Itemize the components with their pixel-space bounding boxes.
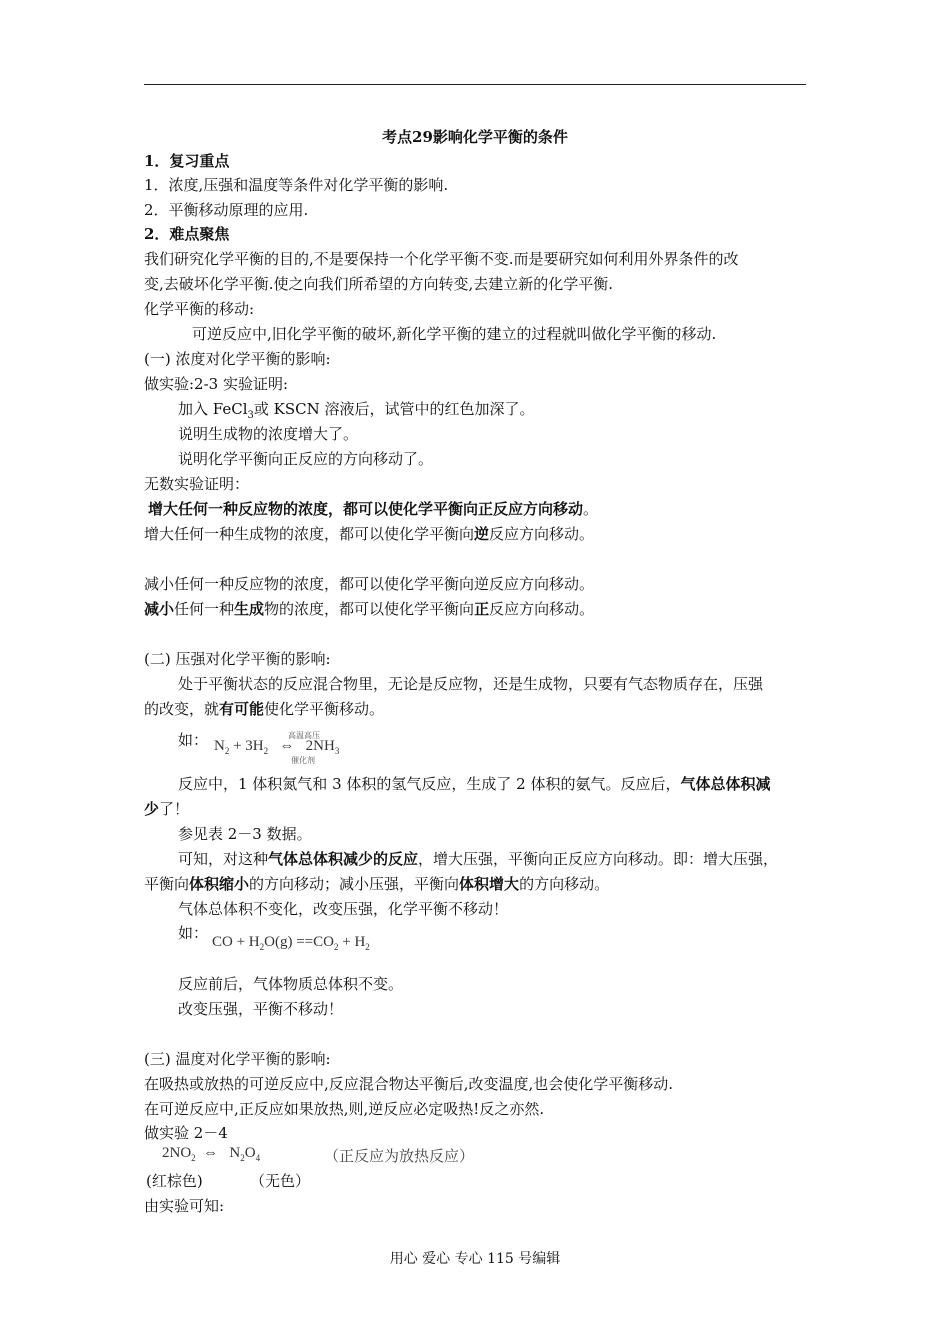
conclusion-line: 增大任何一种反应物的浓度，都可以使化学平衡向正反应方向移动。	[148, 500, 599, 518]
equation-nh3: $N_2 + 3H_2$ ⇔ $2NH_3$	[214, 738, 340, 756]
paragraph-line: 平衡向体积缩小的方向移动；减小压强，平衡向体积增大的方向移动。	[144, 875, 610, 893]
color-label-no2: (红棕色)	[146, 1172, 203, 1190]
paragraph-line: 在吸热或放热的可逆反应中,反应混合物达平衡后,改变温度,也会使化学平衡移动.	[144, 1075, 674, 1093]
paragraph-line: 在可逆反应中,正反应如果放热,则,逆反应必定吸热!反之亦然.	[144, 1100, 545, 1118]
paragraph-line: 可知，对这种气体总体积减少的反应，增大压强，平衡向正反应方向移动。即：增大压强，	[178, 850, 779, 868]
paragraph-line: 变,去破坏化学平衡.使之向我们所希望的方向转变,去建立新的化学平衡.	[144, 275, 614, 293]
subsection-heading-pressure: (二) 压强对化学平衡的影响:	[144, 650, 331, 668]
paragraph-line: 处于平衡状态的反应混合物里，无论是反应物，还是生成物，只要有气态物质存在，压强	[178, 675, 764, 693]
subsection-heading-temperature: (三) 温度对化学平衡的影响:	[144, 1050, 331, 1068]
color-label-n2o4: （无色）	[250, 1172, 311, 1190]
paragraph-line: 可逆反应中,旧化学平衡的破坏,新化学平衡的建立的过程就叫做化学平衡的移动.	[192, 325, 717, 343]
paragraph-line: 的改变，就有可能使化学平衡移动。	[144, 700, 385, 718]
section-heading-difficulty: 2．难点聚焦	[144, 225, 230, 243]
conclusion-line: 减小任何一种反应物的浓度，都可以使化学平衡向逆反应方向移动。	[144, 575, 595, 593]
review-item-2: 2．平衡移动原理的应用.	[144, 201, 309, 219]
reaction-note: （正反应为放热反应）	[324, 1147, 475, 1165]
paragraph-line: 说明化学平衡向正反应的方向移动了。	[178, 450, 434, 468]
paragraph-line: 说明生成物的浓度增大了。	[178, 425, 359, 443]
conclusion-line: 增大任何一种生成物的浓度，都可以使化学平衡向逆反应方向移动。	[144, 525, 595, 543]
paragraph-line: 反应前后，气体物质总体积不变。	[178, 975, 404, 993]
paragraph-line: 化学平衡的移动:	[144, 300, 255, 318]
equation-co: CO + $H_2O(g) ==CO_2 + H_2$	[212, 934, 370, 952]
condition-label: 高温高压	[288, 731, 320, 740]
subsection-heading-concentration: (一) 浓度对化学平衡的影响:	[144, 350, 331, 368]
page-title: 考点29影响化学平衡的条件	[382, 128, 568, 146]
review-item-1: 1．浓度,压强和温度等条件对化学平衡的影响.	[144, 176, 449, 194]
paragraph-line: 我们研究化学平衡的目的,不是要保持一个化学平衡不变.而是要研究如何利用外界条件的改	[144, 250, 739, 268]
paragraph-line: 少了！	[144, 800, 190, 818]
paragraph-line: 改变压强，平衡不移动！	[178, 1000, 344, 1018]
catalyst-label: 催化剂	[291, 756, 315, 765]
paragraph-line: 无数实验证明：	[144, 475, 250, 493]
page-footer: 用心 爱心 专心 115 号编辑	[389, 1251, 561, 1267]
equation-no2: $2NO_2$ ⇔ $N_2O_4$	[162, 1145, 261, 1163]
paragraph-line: 做实验:2-3 实验证明:	[144, 375, 289, 393]
paragraph-line: 气体总体积不变化，改变压强，化学平衡不移动！	[178, 900, 509, 918]
example-label: 如：	[178, 731, 209, 749]
example-label: 如：	[178, 924, 209, 942]
header-rule	[144, 84, 806, 85]
section-heading-review: 1．复习重点	[144, 152, 230, 170]
paragraph-line: 反应中，1 体积氮气和 3 体积的氢气反应，生成了 2 体积的氨气。反应后，气体总体积减	[178, 775, 771, 793]
paragraph-line: 参见表 2－3 数据。	[178, 825, 312, 843]
paragraph-line: 由实验可知:	[144, 1197, 225, 1215]
conclusion-line: 减小任何一种生成物的浓度，都可以使化学平衡向正反应方向移动。	[144, 600, 595, 618]
paragraph-line: 做实验 2－4	[144, 1124, 228, 1142]
paragraph-line: 加入 FeCl$_3$或 KSCN 溶液后，试管中的红色加深了。	[178, 400, 535, 421]
